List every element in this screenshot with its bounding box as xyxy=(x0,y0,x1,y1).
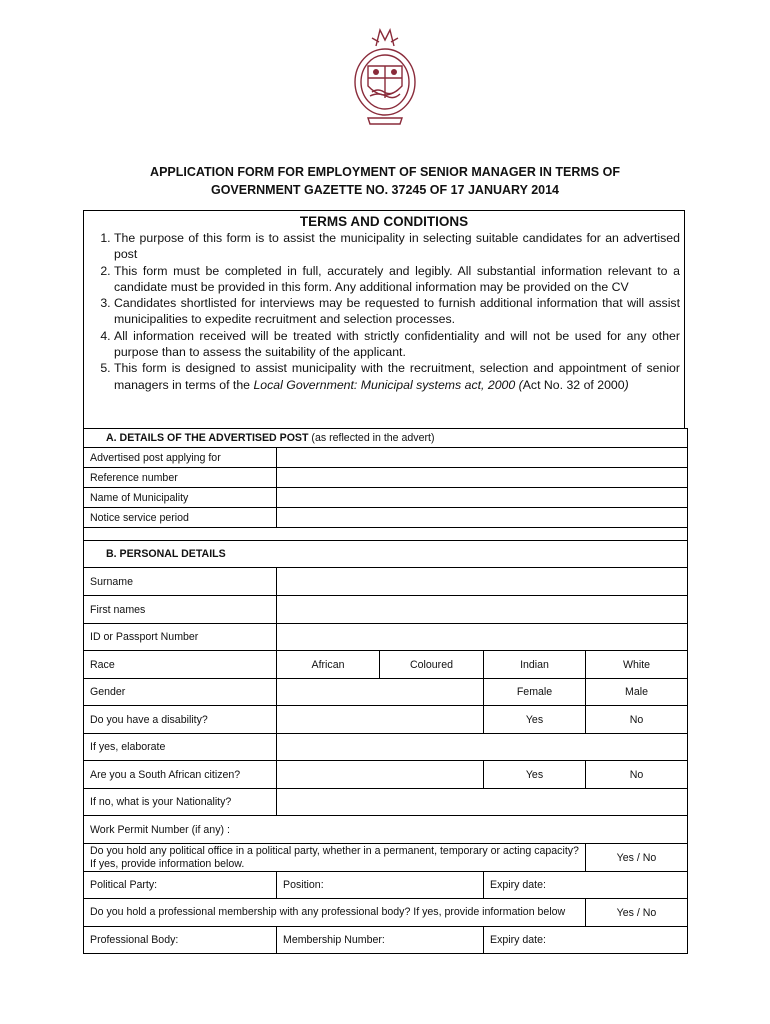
table-row xyxy=(84,679,688,706)
terms-item-3: 3. Candidates shortlisted for interviews may be requested to furnish additional information that will assist municipalities to expedite recruitment and selection processes. xyxy=(114,295,684,328)
table-row xyxy=(84,789,688,816)
nationality-label: If no, what is your Nationality? xyxy=(84,789,277,816)
first-names-label: First names xyxy=(84,596,277,624)
nationality-field[interactable] xyxy=(277,789,688,816)
terms-item-5-text: This form is designed to assist municipality with the recruitment, selection and appointment of senior managers in terms of the xyxy=(114,361,680,392)
municipality-name-field[interactable] xyxy=(277,488,688,508)
gender-option-male[interactable]: Male xyxy=(586,679,688,706)
disability-option-no[interactable]: No xyxy=(586,706,688,734)
citizen-option-no[interactable]: No xyxy=(586,761,688,789)
race-label: Race xyxy=(84,651,277,679)
elaborate-label: If yes, elaborate xyxy=(84,734,277,761)
gender-label: Gender xyxy=(84,679,277,706)
section-a-header-row xyxy=(84,429,688,448)
citizen-blank xyxy=(277,761,484,789)
id-passport-label: ID or Passport Number xyxy=(84,624,277,651)
work-permit-field[interactable]: Work Permit Number (if any) : xyxy=(84,816,688,844)
race-option-indian[interactable]: Indian xyxy=(484,651,586,679)
political-office-answer[interactable]: Yes / No xyxy=(586,844,688,872)
form-title-line2: GOVERNMENT GAZETTE NO. 37245 OF 17 JANUARY 2014 xyxy=(210,183,560,197)
notice-period-field[interactable] xyxy=(277,508,688,528)
membership-number-field[interactable]: Membership Number: xyxy=(277,927,484,954)
table-row xyxy=(84,508,688,528)
political-expiry-field[interactable]: Expiry date: xyxy=(484,872,688,899)
section-a-heading: A. DETAILS OF THE ADVERTISED POST (as reflected in the advert) xyxy=(84,429,688,448)
table-row xyxy=(84,816,688,844)
table-row xyxy=(84,651,688,679)
race-option-coloured[interactable]: Coloured xyxy=(380,651,484,679)
notice-period-label: Notice service period xyxy=(84,508,277,528)
terms-item-5-act-no: Act No. 32 of 2000 xyxy=(522,377,625,392)
advertised-post-field[interactable] xyxy=(277,448,688,468)
id-passport-field[interactable] xyxy=(277,624,688,651)
application-form-table xyxy=(83,428,688,954)
gender-blank xyxy=(277,679,484,706)
race-option-white[interactable]: White xyxy=(586,651,688,679)
table-row xyxy=(84,706,688,734)
disability-label: Do you have a disability? xyxy=(84,706,277,734)
citizen-option-yes[interactable]: Yes xyxy=(484,761,586,789)
spacer-row xyxy=(84,528,688,541)
professional-membership-answer[interactable]: Yes / No xyxy=(586,899,688,927)
terms-item-4: 4. All information received will be treated with strictly confidentiality and will not be used for any other purpose than to assess the suitability of the applicant. xyxy=(114,328,684,361)
political-position-field[interactable]: Position: xyxy=(277,872,484,899)
reference-number-field[interactable] xyxy=(277,468,688,488)
citizen-label: Are you a South African citizen? xyxy=(84,761,277,789)
municipality-name-label: Name of Municipality xyxy=(84,488,277,508)
disability-option-yes[interactable]: Yes xyxy=(484,706,586,734)
form-title xyxy=(84,163,686,199)
table-row xyxy=(84,596,688,624)
table-row xyxy=(84,899,688,927)
political-party-field[interactable]: Political Party: xyxy=(84,872,277,899)
terms-and-conditions xyxy=(83,210,685,428)
professional-expiry-field[interactable]: Expiry date: xyxy=(484,927,688,954)
first-names-field[interactable] xyxy=(277,596,688,624)
table-row xyxy=(84,927,688,954)
surname-field[interactable] xyxy=(277,568,688,596)
terms-heading: TERMS AND CONDITIONS xyxy=(299,214,469,229)
table-row xyxy=(84,872,688,899)
surname-label: Surname xyxy=(84,568,277,596)
table-row xyxy=(84,734,688,761)
terms-item-5-end: ) xyxy=(624,377,629,392)
elaborate-field[interactable] xyxy=(277,734,688,761)
terms-item-5-act: Local Government: Municipal systems act, 2000 ( xyxy=(253,377,523,392)
race-option-african[interactable]: African xyxy=(277,651,380,679)
disability-blank xyxy=(277,706,484,734)
table-row xyxy=(84,568,688,596)
advertised-post-label: Advertised post applying for xyxy=(84,448,277,468)
section-b-header-row xyxy=(84,541,688,568)
table-row xyxy=(84,624,688,651)
political-office-question: Do you hold any political office in a political party, whether in a permanent, temporary or acting capacity? If yes, provide information below. xyxy=(84,844,586,872)
reference-number-label: Reference number xyxy=(84,468,277,488)
professional-membership-question: Do you hold a professional membership with any professional body? If yes, provide information below xyxy=(84,899,586,927)
table-row xyxy=(84,844,688,872)
professional-body-field[interactable]: Professional Body: xyxy=(84,927,277,954)
gender-option-female[interactable]: Female xyxy=(484,679,586,706)
table-row xyxy=(84,488,688,508)
table-row xyxy=(84,448,688,468)
form-title-line1: APPLICATION FORM FOR EMPLOYMENT OF SENIOR MANAGER IN TERMS OF xyxy=(150,165,620,179)
terms-item-1: 1. The purpose of this form is to assist the municipality in selecting suitable candidates for an advertised post xyxy=(114,230,684,263)
table-row xyxy=(84,468,688,488)
municipal-crest xyxy=(346,24,424,128)
section-b-heading: B. PERSONAL DETAILS xyxy=(84,541,688,568)
terms-item-5 xyxy=(114,360,684,393)
terms-item-2: 2. This form must be completed in full, accurately and legibly. All substantial information relevant to a candidate must be provided in this form. Any additional information may be provided on the CV xyxy=(114,263,684,296)
table-row xyxy=(84,761,688,789)
